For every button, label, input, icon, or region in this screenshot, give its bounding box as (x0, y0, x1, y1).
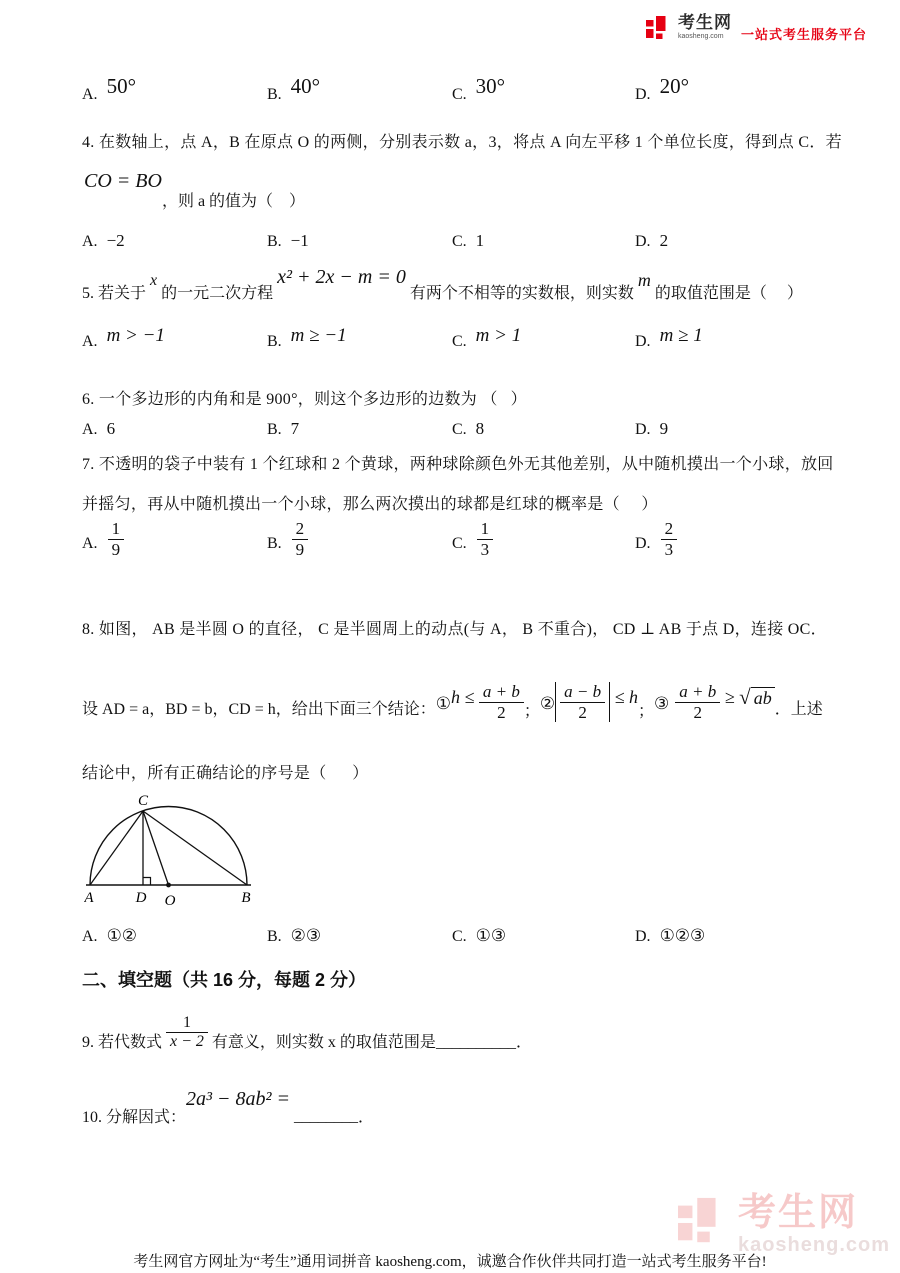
q5-seg2: 的一元二次方程 (157, 285, 278, 302)
q8-text-line1: 8. 如图， AB 是半圆 O 的直径， C 是半圆周上的动点(与 A， B 不重合)， CD ⊥ AB 于点 D，连接 OC． (82, 621, 827, 638)
fraction-numerator: a − b (560, 682, 605, 703)
option-label: A. (82, 86, 98, 103)
option-value: 6 (106, 419, 116, 438)
q5-var-x: x (150, 272, 158, 289)
option-label: D. (635, 333, 651, 350)
q7-option-d (635, 519, 677, 575)
q8-option-c (452, 926, 506, 946)
watermark-logo-icon (678, 1194, 730, 1250)
q8-intro: 设 AD = a，BD = b，CD = h，给出下面三个结论： (82, 701, 436, 718)
option-value: 8 (475, 419, 485, 438)
q3-option-a (82, 74, 136, 105)
option-value: ①②③ (659, 926, 706, 945)
option-value: 20° (659, 74, 689, 98)
q5-seg4: 的取值范围是（ ） (650, 285, 803, 302)
radicand: ab (751, 687, 775, 709)
option-label: D. (635, 928, 651, 945)
fraction (108, 519, 125, 559)
option-value: 30° (475, 74, 506, 98)
option-label: A. (82, 333, 98, 350)
q6-option-c (452, 419, 484, 439)
fraction-numerator: 2 (661, 519, 678, 540)
q4-option-a (82, 231, 125, 251)
fraction-numerator: 1 (108, 519, 125, 540)
section-2-title: 二、填空题（共 16 分，每题 2 分） (82, 970, 367, 990)
option-label: B. (267, 233, 282, 250)
option-label: A. (82, 421, 98, 438)
option-label: D. (635, 535, 651, 552)
q6-option-b (267, 419, 299, 439)
option-value: m > 1 (475, 325, 522, 346)
option-value: −1 (290, 231, 309, 250)
q8-option-b (267, 926, 321, 946)
fraction (477, 519, 494, 559)
q9-answer-blank: __________ (435, 1033, 516, 1051)
q8-f1-lhs: h ≤ (451, 687, 479, 707)
q5-var-m: m (637, 270, 651, 290)
semicircle-figure (84, 793, 254, 913)
q4-option-c (452, 231, 484, 251)
figure-label-b: B (241, 890, 251, 906)
option-label: D. (635, 86, 651, 103)
q3-option-d (635, 74, 689, 105)
option-label: C. (452, 333, 467, 350)
q8-mark-3: ③ (654, 694, 670, 713)
q8-f1-fraction (479, 682, 524, 722)
watermark-domain-text: kaosheng.com (737, 1234, 890, 1256)
q8-sep-2: ； (638, 703, 655, 720)
q10-answer-blank: ________ (290, 1108, 358, 1125)
fraction-denominator: 2 (497, 702, 506, 722)
fraction (661, 519, 678, 559)
figure-label-c: C (137, 793, 149, 809)
option-label: C. (452, 535, 467, 552)
q8-mark-2: ② (539, 694, 556, 713)
option-label: C. (452, 421, 467, 438)
fraction-denominator: 3 (480, 539, 490, 559)
fraction-denominator: 9 (295, 539, 305, 559)
option-label: B. (267, 421, 282, 438)
option-value: −2 (106, 231, 125, 250)
q4-formula-row (84, 170, 305, 211)
q7-text-line2: 并摇匀，再从中随机摸出一个小球，那么两次摸出的球都是红球的概率是（ ） (82, 496, 658, 513)
figure-label-d: D (135, 890, 147, 906)
q5-equation: x² + 2x − m = 0 (277, 266, 406, 288)
kaosheng-logo (646, 14, 867, 43)
option-label: B. (267, 928, 282, 945)
q8-tail: ．上述 (774, 701, 823, 718)
q5-option-b (267, 325, 347, 352)
option-value: m ≥ 1 (659, 325, 703, 346)
option-value: 50° (106, 74, 136, 98)
option-value: 9 (659, 419, 669, 438)
q8-f3-fraction (675, 682, 720, 722)
option-value: m > −1 (106, 325, 165, 346)
q8-square-root (739, 687, 775, 709)
fraction-numerator: 1 (166, 1014, 208, 1033)
option-value: 40° (290, 74, 321, 98)
q9-fraction (166, 1014, 208, 1052)
q5-option-c (452, 325, 522, 352)
radical-sign: √ (739, 685, 751, 709)
q6-text: 6. 一个多边形的内角和是 900°，则这个多边形的边数为 （ ） (82, 391, 527, 408)
figure-label-a: A (84, 890, 94, 906)
kaosheng-logo-icon (646, 14, 673, 43)
q10-end: ． (358, 1109, 375, 1126)
option-value: 2 (659, 231, 669, 250)
q5-seg3: 有两个不相等的实数根，则实数 (405, 285, 638, 302)
option-label: C. (452, 86, 467, 103)
option-label: D. (635, 421, 651, 438)
logo-tagline: 一站式考生服务平台 (741, 27, 868, 42)
fraction (292, 519, 309, 559)
fraction-numerator: a + b (675, 682, 720, 703)
watermark-brand-text: 考生网 (737, 1192, 858, 1234)
q4-option-d (635, 231, 668, 251)
q4-formula: CO = BO (84, 170, 162, 192)
option-value: 1 (475, 231, 485, 250)
option-value: ①③ (475, 926, 507, 945)
q6-option-d (635, 419, 668, 439)
q8-option-d (635, 926, 705, 946)
q7-option-a (82, 519, 124, 575)
option-label: C. (452, 233, 467, 250)
footer-text: 考生网官方网址为“考生”通用词拼音 kaosheng.com，诚邀合作伙伴共同打造一站式考生服务平台! (133, 1254, 767, 1270)
q5-seg1: 5. 若关于 (82, 285, 151, 302)
q8-sep-1: ； (523, 703, 540, 720)
fraction-denominator: 3 (664, 539, 674, 559)
logo-brand-text: 考生网 (678, 13, 732, 32)
option-label: A. (82, 928, 98, 945)
fraction-denominator: 2 (693, 702, 703, 722)
option-label: C. (452, 928, 467, 945)
option-label: B. (267, 86, 282, 103)
q5-option-d (635, 325, 703, 352)
figure-label-o: O (164, 893, 176, 909)
fraction-numerator: a + b (479, 682, 524, 703)
q9-post: 有意义，则实数 x 的取值范围是 (207, 1033, 436, 1051)
option-label: A. (82, 535, 98, 552)
q9-end: ． (515, 1033, 532, 1051)
q8-text-line3: 结论中，所有正确结论的序号是（ ） (82, 765, 369, 782)
fraction-denominator: 2 (578, 702, 587, 722)
q5-option-a (82, 325, 165, 352)
kaosheng-watermark (678, 1194, 890, 1255)
q9-row (82, 1014, 532, 1052)
option-label: B. (267, 333, 282, 350)
q10-pre: 10. 分解因式： (82, 1109, 187, 1126)
fraction-denominator: x − 2 (170, 1033, 204, 1051)
option-label: D. (635, 233, 651, 250)
option-value: ②③ (290, 926, 322, 945)
q3-option-c (452, 74, 506, 105)
q8-mark-1: ① (435, 694, 451, 713)
q7-text-line1: 7. 不透明的袋子中装有 1 个红球和 2 个黄球，两种球除颜色外无其他差别，从中随机摸出一个小球，放回 (82, 456, 834, 473)
fraction-numerator: 2 (292, 519, 309, 540)
q8-f2-abs-fraction (555, 682, 610, 722)
q8-f3-relation: ≥ (720, 687, 740, 707)
q8-conclusions-row (82, 682, 823, 722)
q8-f2-rhs: ≤ h (610, 687, 639, 707)
q4-text-line2: ，则 a 的值为（ ） (161, 193, 306, 210)
option-value: ①② (106, 926, 138, 945)
option-value: 7 (290, 419, 300, 438)
option-label: B. (267, 535, 282, 552)
fraction-denominator: 9 (111, 539, 121, 559)
q7-option-c (452, 519, 493, 575)
option-value: m ≥ −1 (290, 325, 347, 346)
option-label: A. (82, 233, 98, 250)
logo-domain-text: kaosheng.com (678, 33, 724, 40)
q7-option-b (267, 519, 308, 575)
q4-option-b (267, 231, 309, 251)
q10-row (82, 1086, 374, 1127)
q3-option-b (267, 74, 321, 105)
q6-option-a (82, 419, 115, 439)
q5-text-row (82, 264, 803, 303)
q8-option-a (82, 926, 137, 946)
q4-text-line1: 4. 在数轴上，点 A，B 在原点 O 的两侧，分别表示数 a，3，将点 A 向左平移 1 个单位长度，得到点 C．若 (82, 134, 842, 151)
q10-formula: 2a³ − 8ab² = (186, 1088, 290, 1110)
q9-pre: 9. 若代数式 (82, 1033, 167, 1051)
fraction-numerator: 1 (477, 519, 494, 540)
